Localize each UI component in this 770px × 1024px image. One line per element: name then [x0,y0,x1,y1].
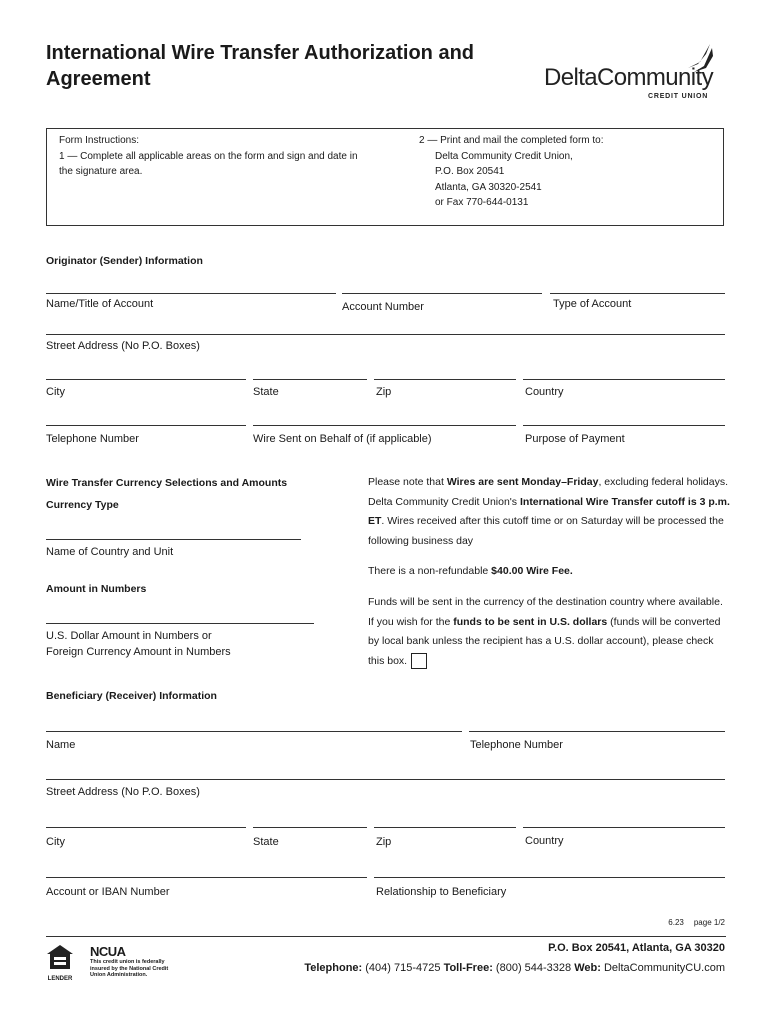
ncua-badge [90,944,180,984]
fee-note-a: There is a non-refundable [368,565,492,577]
purpose-field[interactable] [523,425,725,426]
originator-country-field[interactable] [523,379,725,380]
beneficiary-state-label: State [253,836,279,848]
originator-state-label: State [253,386,279,398]
account-number-label: Account Number [342,301,424,313]
logo-wordmark: DeltaCommunity [544,64,713,91]
beneficiary-street-label: Street Address (No P.O. Boxes) [46,786,200,798]
originator-zip-label: Zip [376,386,392,398]
originator-telephone-label: Telephone Number [46,433,139,445]
beneficiary-name-field[interactable] [46,731,462,732]
usd-note-c: (funds will be converted by local bank unless the recipient has a U.S. dollar account), please check this box. [368,615,721,667]
beneficiary-state-field[interactable] [253,827,367,828]
equal-housing-icon [46,944,74,970]
title-line-2: Agreement [46,68,151,90]
tollfree-label: Toll-Free: [443,962,493,974]
website-link[interactable]: DeltaCommunityCU.com [603,962,725,974]
instructions-step1-line2: the signature area. [59,166,143,177]
cutoff-note-b: Wires are sent Monday–Friday [446,476,599,488]
ncua-note-3: Union Administration. [90,972,148,978]
relationship-field[interactable] [374,877,725,878]
account-type-field[interactable] [550,293,725,294]
mail-address-1: Delta Community Credit Union, [435,150,573,162]
behalf-of-field[interactable] [253,425,516,426]
cutoff-note-d: International Wire Transfer cutoff is 3 p.m. ET [368,495,730,527]
relationship-label: Relationship to Beneficiary [376,886,507,898]
beneficiary-zip-field[interactable] [374,827,516,828]
cutoff-note [368,473,730,551]
account-number-field[interactable] [342,293,542,294]
ncua-note-2: insured by the National Credit [90,965,169,972]
currency-type-label: Currency Type [46,499,119,511]
beneficiary-name-label: Name [46,739,76,751]
footer-address: P.O. Box 20541, Atlanta, GA 30320 [548,942,725,954]
amount-numbers-label: Amount in Numbers [46,583,147,595]
title-line-1: International Wire Transfer Authorization and [46,42,475,64]
mail-address-2: P.O. Box 20541 [435,166,505,177]
version-info [658,918,725,927]
beneficiary-zip-label: Zip [376,836,392,848]
beneficiary-heading: Beneficiary (Receiver) Information [46,690,217,702]
usd-amount-label-1: U.S. Dollar Amount in Numbers or [46,630,212,642]
ehl-text: LENDER [47,976,73,982]
account-type-label: Type of Account [553,298,632,310]
web-label: Web: [574,962,601,974]
cutoff-note-e: . Wires received after this cutoff time or on Saturday will be processed the following business day [368,515,724,547]
name-title-label: Name/Title of Account [46,298,154,310]
purpose-label: Purpose of Payment [525,433,625,445]
instructions-step1-line1: 1 — Complete all applicable areas on the form and sign and date in [59,150,358,162]
account-iban-label: Account or IBAN Number [46,886,170,898]
fax-number: or Fax 770-644-0131 [435,197,529,208]
originator-street-label: Street Address (No P.O. Boxes) [46,340,200,352]
instructions-heading: Form Instructions: [59,135,140,146]
country-unit-field[interactable] [46,539,301,540]
originator-zip-field[interactable] [374,379,516,380]
originator-city-label: City [46,386,65,398]
delta-community-logo [540,42,730,102]
form-version: 6.23 [668,918,684,927]
mail-address-3: Atlanta, GA 30320-2541 [435,181,542,193]
cutoff-note-c: , excluding federal holidays. Delta Community Credit Union's [368,476,729,508]
usd-checkbox[interactable] [411,653,427,669]
footer-divider [46,936,726,937]
originator-telephone-field[interactable] [46,425,246,426]
usd-note-a: Funds will be sent in the currency of the destination country where available. If you wish for the [368,596,723,628]
usd-note-b: funds to be sent in U.S. dollars [453,615,608,628]
instructions-box [46,128,724,226]
footer-contact [304,962,725,974]
instructions-step2: 2 — Print and mail the completed form to: [419,135,604,146]
tollfree: (800) 544-3328 [495,962,572,974]
usd-note [368,593,730,671]
account-iban-field[interactable] [46,877,367,878]
telephone: (404) 715-4725 [365,962,441,974]
originator-heading: Originator (Sender) Information [46,255,203,267]
behalf-of-label: Wire Sent on Behalf of (if applicable) [253,433,432,445]
cutoff-note-a: Please note that [368,476,447,488]
page-title [46,40,516,92]
logo-subtitle: CREDIT UNION [648,93,709,100]
beneficiary-country-label: Country [525,835,564,847]
ncua-title: NCUA [90,944,126,959]
currency-heading: Wire Transfer Currency Selections and Amounts [46,477,288,489]
beneficiary-city-field[interactable] [46,827,246,828]
instructions-right [419,133,709,211]
beneficiary-telephone-field[interactable] [469,731,725,732]
originator-state-field[interactable] [253,379,367,380]
originator-street-field[interactable] [46,334,725,335]
beneficiary-telephone-label: Telephone Number [470,739,563,751]
instructions-left [59,133,389,180]
name-title-field[interactable] [46,293,336,294]
originator-city-field[interactable] [46,379,246,380]
amount-field[interactable] [46,623,314,624]
originator-country-label: Country [525,386,564,398]
equal-housing-lender-logo [46,944,74,980]
usd-amount-label-2: Foreign Currency Amount in Numbers [46,646,231,658]
beneficiary-country-field[interactable] [523,827,725,828]
tel-label: Telephone: [304,962,363,974]
beneficiary-city-label: City [46,836,65,848]
beneficiary-street-field[interactable] [46,779,725,780]
country-unit-label: Name of Country and Unit [46,546,174,558]
fee-note-b: $40.00 Wire Fee. [491,565,573,577]
fee-note [368,562,730,582]
ncua-note-1: This credit union is federally [90,959,165,965]
page-number: page 1/2 [693,918,725,927]
